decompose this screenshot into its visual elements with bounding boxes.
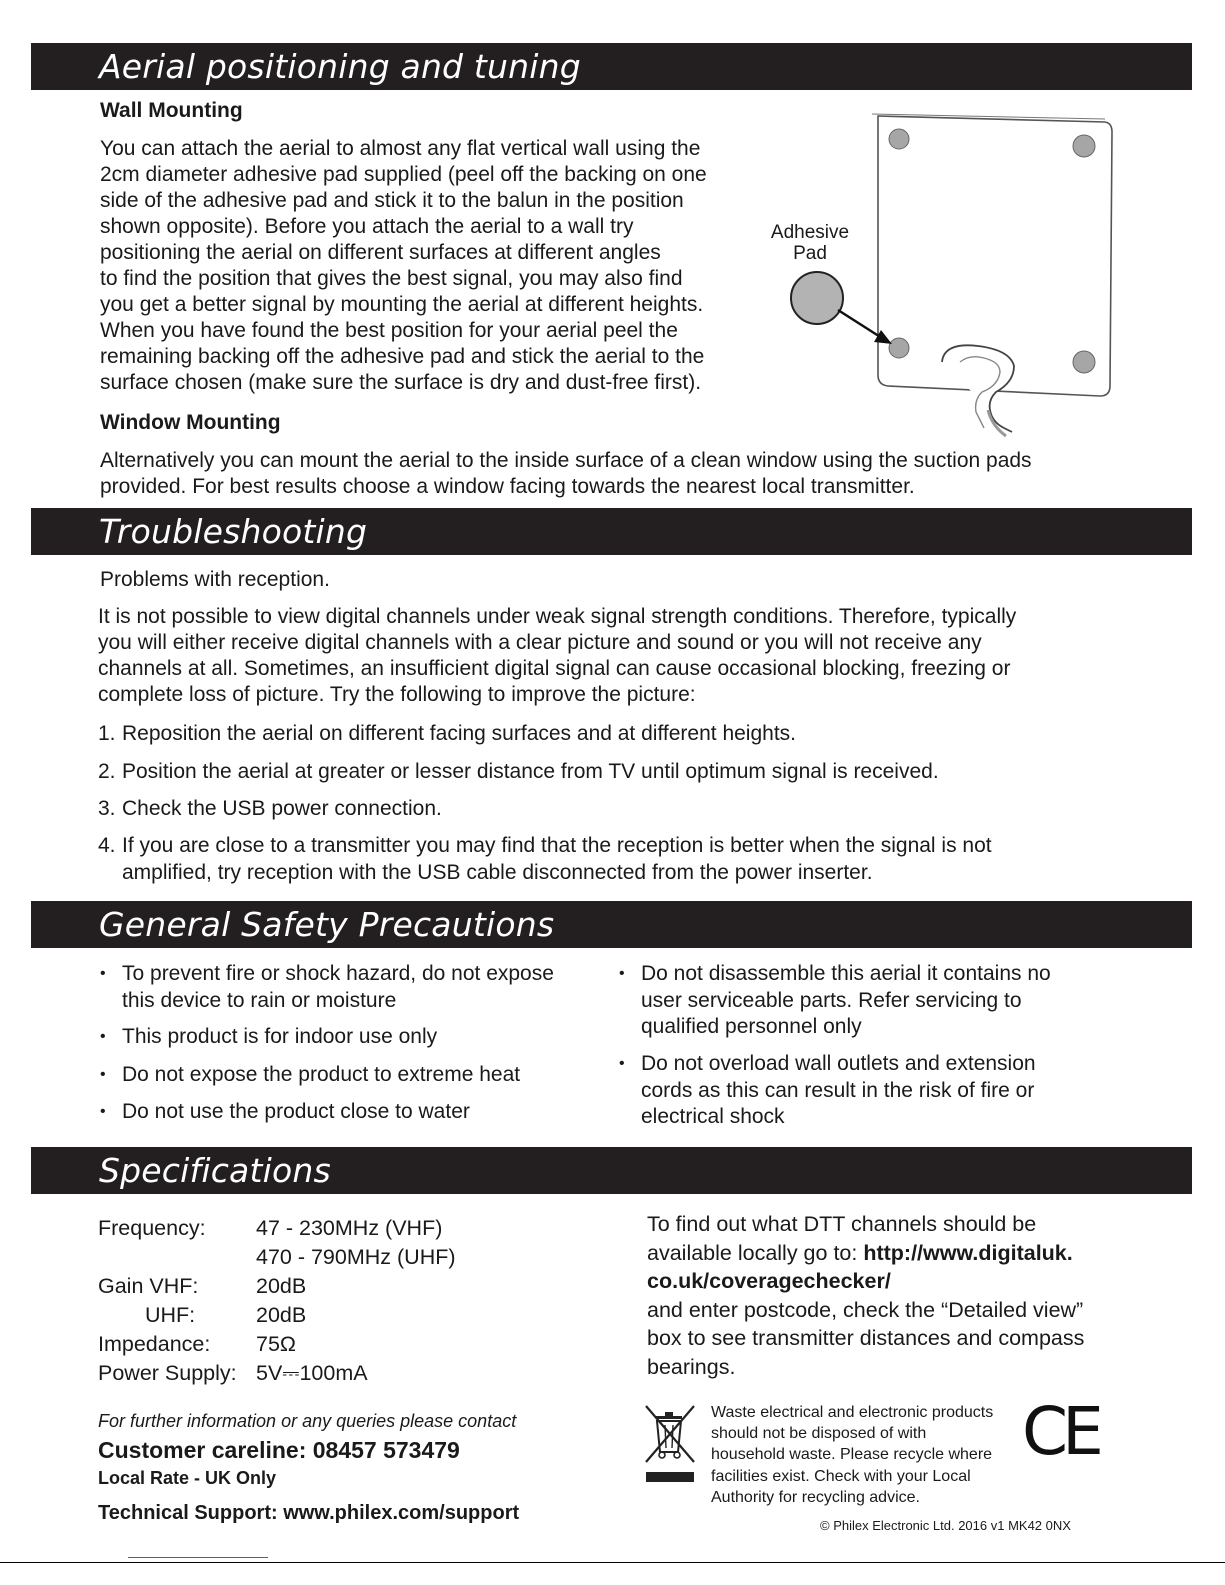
bullet-icon: • [100,1103,106,1120]
text-line: bearings. [647,1354,736,1379]
text-line: To find out what DTT channels should be [647,1212,1037,1236]
list-number: 1. [98,722,116,745]
text-line: Do not overload wall outlets and extension [641,1052,1036,1075]
page-bottom-link-underline [128,1557,268,1558]
coverage-checker-link[interactable]: co.uk/coveragechecker/ [647,1269,891,1293]
section-header-safety [31,901,1192,948]
text-line: provided. For best results choose a window facing towards the nearest local transmitter. [100,475,915,498]
troubleshooting-intro: Problems with reception. [100,568,330,591]
text-line: channels at all. Sometimes, an insufficient digital signal can cause occasional blocking, freezing or [98,657,1011,680]
spec-label: Frequency: [98,1216,206,1240]
list-number: 2. [98,760,116,783]
weee-bin-icon [640,1400,700,1490]
text-line: To prevent fire or shock hazard, do not expose [122,962,554,985]
list-item [98,721,796,748]
safety-bullet [100,1062,521,1089]
text-line: to find the position that gives the best signal, you may also find [100,267,683,290]
coverage-checker-link[interactable]: http://www.digitaluk. [863,1240,1073,1265]
spec-label: Power Supply: [98,1361,237,1385]
spec-label: Gain VHF: [98,1274,199,1298]
technical-support-link[interactable]: Technical Support: www.philex.com/support [98,1502,520,1524]
text-line: Do not expose the product to extreme heat [122,1063,521,1086]
text-line: If you are close to a transmitter you may find that the reception is better when the signal is not [122,834,992,857]
safety-bullet [619,1051,1036,1131]
text-line: side of the adhesive pad and stick it to the balun in the position [100,189,684,212]
text-line [647,1239,1084,1268]
section-title: Aerial positioning and tuning [99,47,581,86]
pad-marker [889,338,909,358]
text-line: qualified personnel only [641,1015,862,1038]
spec-label: Impedance: [98,1332,211,1356]
text-line: This product is for indoor use only [122,1025,438,1048]
text-line: amplified, try reception with the USB cable disconnected from the power inserter. [122,860,873,884]
ce-mark: CE [1022,1393,1098,1470]
text-line: this device to rain or moisture [122,988,397,1012]
spec-value: 20dB [256,1274,307,1298]
text-line: Do not disassemble this aerial it contains no [641,962,1051,985]
text-line: Do not use the product close to water [122,1100,470,1123]
troubleshooting-paragraph [98,604,1016,708]
adhesive-pad-icon [791,272,843,324]
safety-bullet [619,961,1051,1041]
text-line: remaining backing off the adhesive pad and stick the aerial to the [100,345,705,368]
text-line: Waste electrical and electronic products [711,1404,994,1421]
text-line: should not be disposed of with [711,1425,927,1443]
local-rate-text: Local Rate - UK Only [98,1468,277,1488]
bullet-icon: • [619,1055,625,1072]
section-title: General Safety Precautions [99,905,555,944]
spec-label: UHF: [145,1303,196,1327]
weee-notice [711,1402,993,1508]
text-line: complete loss of picture. Try the following to improve the picture: [98,683,696,706]
safety-bullet [100,1099,470,1126]
text-line: 2cm diameter adhesive pad supplied (peel off the backing on one [100,163,707,186]
text-line: Position the aerial at greater or lesser distance from TV until optimum signal is received. [122,760,939,783]
text-line: electrical shock [641,1105,785,1128]
list-item [98,796,442,823]
text-line: Reposition the aerial on different facing surfaces and at different heights. [122,722,796,745]
text-line: user serviceable parts. Refer servicing to [641,988,1022,1012]
spec-value: 470 - 790MHz (UHF) [256,1245,456,1269]
customer-careline: Customer careline: 08457 573479 [98,1437,460,1463]
bullet-icon: • [619,965,625,982]
bullet-icon: • [100,1028,106,1045]
list-number: 3. [98,797,116,820]
safety-bullet [100,1024,438,1051]
text-line: Check the USB power connection. [122,797,442,820]
bullet-icon: • [100,1066,106,1083]
diagram-label: Pad [793,243,827,264]
copyright-text: © Philex Electronic Ltd. 2016 v1 MK42 0NX [820,1518,1071,1533]
list-item [98,759,939,786]
diagram-label: Adhesive [770,222,850,243]
section-header-aerial [31,43,1192,90]
section-title: Specifications [99,1151,331,1190]
safety-bullet [100,961,554,1014]
section-title: Troubleshooting [99,512,368,551]
text-line: cords as this can result in the risk of fire or [641,1078,1035,1102]
text-segment: available locally go to: [647,1240,864,1265]
text-line: you get a better signal by mounting the aerial at different heights. [100,293,704,316]
bullet-icon: • [100,965,106,982]
text-line: It is not possible to view digital channels under weak signal strength conditions. Therefore, typically [98,605,1017,628]
wall-mounting-heading: Wall Mounting [100,99,243,122]
pad-marker [1073,351,1095,373]
page-bottom-rule [0,1562,1225,1563]
pad-marker [889,129,909,149]
spec-value: 47 - 230MHz (VHF) [256,1216,443,1240]
text-line: household waste. Please recycle where [711,1446,993,1464]
window-mounting-heading: Window Mounting [100,411,281,434]
list-number: 4. [98,834,116,857]
text-line: box to see transmitter distances and compass [647,1326,1085,1350]
text-line: and enter postcode, check the “Detailed view” [647,1297,1084,1322]
further-info-text: For further information or any queries please contact [98,1411,517,1431]
text-line: You can attach the aerial to almost any flat vertical wall using the [100,137,701,160]
text-line: shown opposite). Before you attach the aerial to a wall try [100,215,634,238]
spec-value: 20dB [256,1303,307,1327]
section-header-troubleshooting [31,508,1192,555]
window-mounting-text [100,448,1032,500]
ce-mark-icon [1020,1393,1100,1470]
text-line: surface chosen (make sure the surface is dry and dust-free first). [100,371,702,394]
list-item [98,833,992,886]
text-line: positioning the aerial on different surfaces at different angles [100,241,661,264]
pad-marker [1073,135,1095,157]
spec-value: 5V⎓100mA [256,1361,368,1385]
text-line: facilities exist. Check with your Local [711,1467,971,1485]
aerial-diagram [760,110,1130,440]
text-line: you will either receive digital channels with a clear picture and sound or you will not receive any [98,631,982,654]
text-line: Authority for recycling advice. [711,1488,920,1506]
section-header-specs [31,1147,1192,1194]
spec-value: 75Ω [256,1332,296,1356]
dtt-info [647,1210,1084,1381]
text-line: When you have found the best position for your aerial peel the [100,319,678,342]
wall-mounting-text [100,136,707,396]
text-line: Alternatively you can mount the aerial to the inside surface of a clean window using the suction pads [100,449,1032,472]
